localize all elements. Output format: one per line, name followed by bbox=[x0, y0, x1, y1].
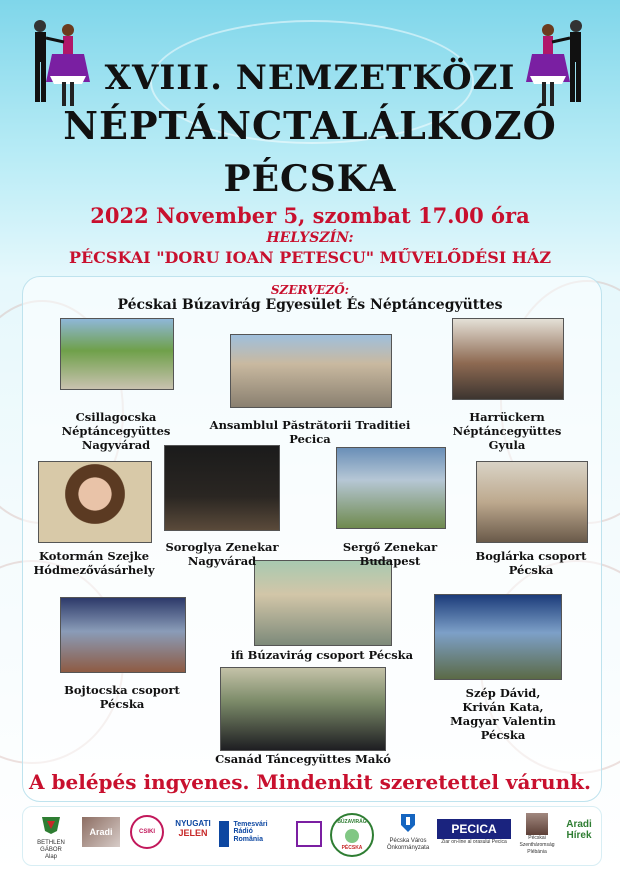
free-entry-message: A belépés ingyenes. Mindenkit szeretettel várunk. bbox=[29, 770, 591, 794]
aradi-hirek-icon: Aradi Hírek bbox=[566, 819, 592, 841]
group-caption: ifi Búzavirág csoport Pécska bbox=[230, 648, 414, 662]
coat-of-arms-icon: Pécska Város Önkormányzata bbox=[383, 813, 433, 857]
csiki-logo-icon: CSIKI bbox=[127, 813, 167, 857]
group-photo bbox=[336, 447, 446, 529]
venue-name: PÉCSKAI "DORU IOAN PETESCU" MŰVELŐDÉSI HÁZ bbox=[68, 248, 552, 267]
organizer-name: Pécskai Búzavirág Egyesület És Néptáncegyüttes bbox=[117, 297, 503, 313]
group-photo bbox=[230, 334, 392, 408]
organizer-label: SZERVEZŐ: bbox=[270, 283, 350, 297]
stamp-logo-icon bbox=[291, 813, 327, 857]
event-date: 2022 November 5, szombat 17.00 óra bbox=[90, 203, 530, 228]
sponsors-bar bbox=[22, 806, 602, 866]
nyugati-jelen-icon: NYUGATI JELEN bbox=[175, 819, 211, 838]
bethlen-logo-icon: BETHLEN GÁBOR Alap bbox=[29, 813, 73, 857]
group-photo bbox=[60, 597, 186, 673]
group-caption: Harrückern Néptáncegyüttes Gyula bbox=[452, 410, 562, 452]
group-photo bbox=[60, 318, 174, 390]
group-caption: Ansamblul Păstrătorii Traditiei Pecica bbox=[209, 418, 411, 446]
group-caption: Szép Dávid, Kriván Kata, Magyar Valentin Pécska bbox=[450, 686, 556, 742]
buzavirag-logo-icon: BÚZAVIRÁG PÉCSKA bbox=[327, 813, 377, 857]
aradi-photo-icon: Aradi bbox=[79, 813, 123, 857]
venue-label: HELYSZÍN: bbox=[266, 230, 354, 246]
portrait-photo bbox=[38, 461, 152, 543]
group-photo bbox=[434, 594, 562, 680]
group-caption: Sergő Zenekar Budapest bbox=[342, 540, 438, 568]
group-caption: Csanád Táncegyüttes Makó bbox=[215, 752, 391, 766]
group-photo bbox=[220, 667, 386, 751]
group-photo bbox=[476, 461, 588, 543]
group-photo bbox=[164, 445, 280, 531]
radio-logo-icon: Temesvári Rádió România bbox=[219, 813, 285, 857]
group-caption: Boglárka csoport Pécska bbox=[475, 549, 587, 577]
group-caption: Soroglya Zenekar Nagyvárad bbox=[165, 540, 279, 568]
event-title-line2: NÉPTÁNCTALÁLKOZÓ bbox=[63, 103, 557, 148]
church-icon: Pécskai Szentháromság Plébánia bbox=[515, 813, 559, 857]
event-location-title: PÉCSKA bbox=[223, 158, 397, 200]
pecica-news-icon: PECICA Ziar on-line al orasului Pecica bbox=[437, 813, 511, 857]
group-photo bbox=[452, 318, 564, 400]
event-title-line1: XVIII. NEMZETKÖZI bbox=[104, 58, 516, 98]
group-photo bbox=[254, 560, 392, 646]
group-caption: Csillagocska Néptáncegyüttes Nagyvárad bbox=[61, 410, 171, 452]
group-caption: Bojtocska csoport Pécska bbox=[64, 683, 180, 711]
group-caption: Kotormán Szejke Hódmezővásárhely bbox=[33, 549, 155, 577]
